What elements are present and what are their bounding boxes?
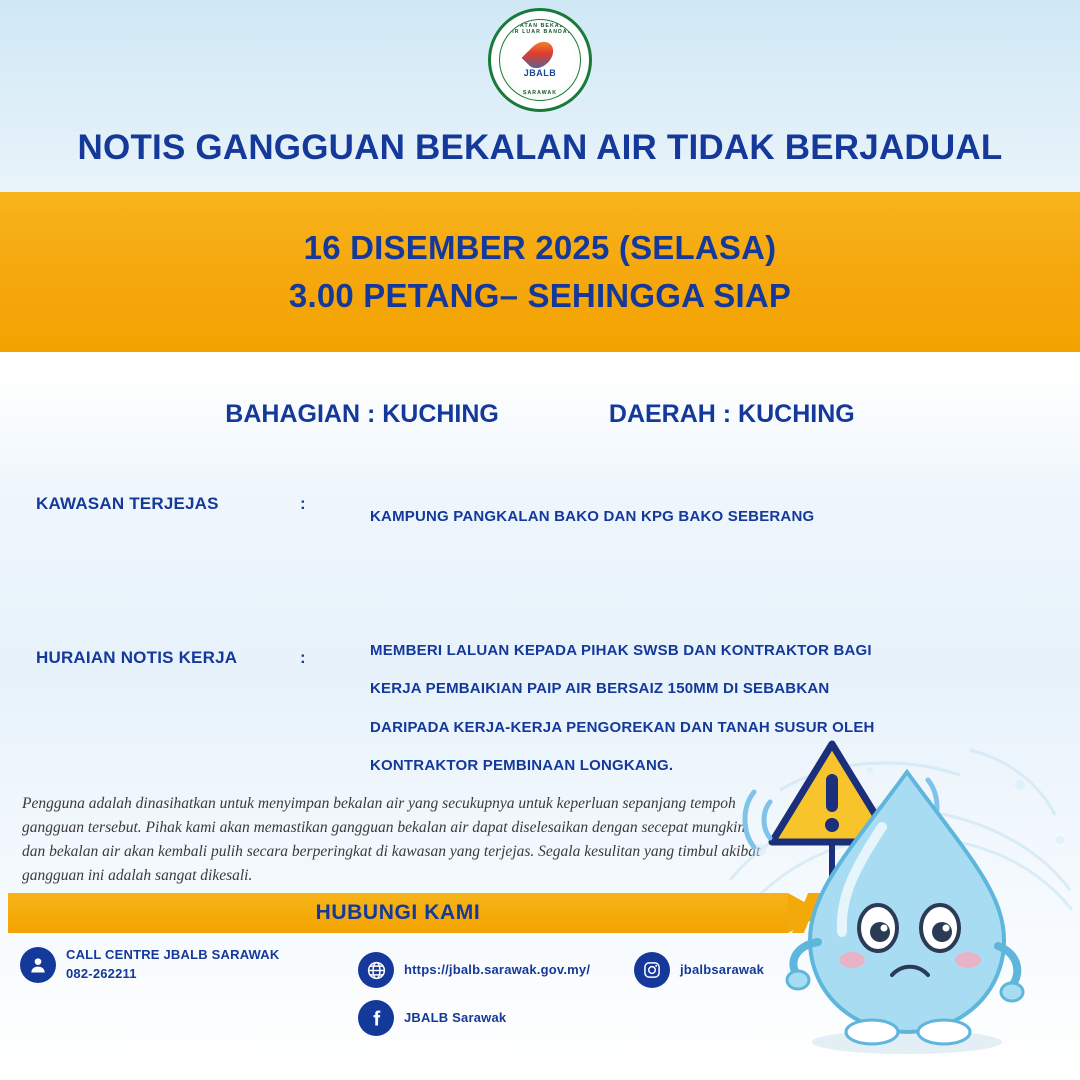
call-centre-text <box>66 946 280 984</box>
contact-facebook[interactable] <box>358 1000 506 1036</box>
contact-website[interactable] <box>358 952 590 988</box>
bahagian-text: BAHAGIAN : KUCHING <box>225 400 499 428</box>
globe-icon <box>358 952 394 988</box>
instagram-icon <box>634 952 670 988</box>
instagram-handle: jbalbsarawak <box>680 961 765 977</box>
division-row <box>0 400 1080 429</box>
contact-band-title: HUBUNGI KAMI <box>315 901 481 924</box>
facebook-icon <box>358 1000 394 1036</box>
page-title: NOTIS GANGGUAN BEKALAN AIR TIDAK BERJADUAL <box>77 128 1003 167</box>
work-description-line-4: KONTRAKTOR PEMBINAAN LONGKANG. <box>370 756 674 774</box>
affected-area-colon: : <box>300 494 306 513</box>
advisory-text: Pengguna adalah dinasihatkan untuk menyimpan bekalan air yang secukupnya untuk keperluan sepanjang tempoh gangguan tersebut. Pihak kami akan memastikan gangguan bekalan air dapat diselesaikan dengan secepat mungkin dan bekalan air akan kembali pulih secara berperingkat di kawasan yang terjejas. Segala kesulitan yang timbul akibat gangguan ini adalah sangat dikesali. <box>22 795 761 885</box>
date-band <box>0 192 1080 352</box>
date-line-1: 16 DISEMBER 2025 (SELASA) <box>303 229 777 267</box>
call-centre-name: CALL CENTRE JBALB SARAWAK <box>66 947 280 962</box>
work-description-line-2: KERJA PEMBAIKIAN PAIP AIR BERSAIZ 150MM DI SEBABKAN <box>370 680 830 698</box>
daerah-text: DAERAH : KUCHING <box>608 400 855 428</box>
date-line-2: 3.00 PETANG– SEHINGGA SIAP <box>288 277 792 314</box>
contact-call-centre[interactable] <box>20 946 280 984</box>
call-centre-number: 082-262211 <box>66 965 137 981</box>
facebook-handle: JBALB Sarawak <box>404 1009 507 1025</box>
person-icon <box>20 947 56 983</box>
logo-band-top-text: JABATAN BEKALAN AIR LUAR BANDAR <box>506 23 574 35</box>
website-text: https://jbalb.sarawak.gov.my/ <box>404 961 591 977</box>
contact-instagram[interactable] <box>634 952 764 988</box>
logo-name-text: JBALB <box>523 68 557 78</box>
affected-area-label: KAWASAN TERJEJAS <box>36 494 219 513</box>
work-description-line-1: MEMBERI LALUAN KEPADA PIHAK SWSB DAN KONTRAKTOR BAGI <box>370 642 872 659</box>
work-description-label: HURAIAN NOTIS KERJA <box>36 648 238 667</box>
affected-area-value: KAMPUNG PANGKALAN BAKO DAN KPG BAKO SEBERANG <box>370 508 815 525</box>
logo-inner-circle <box>499 19 581 101</box>
work-description-line-3: DARIPADA KERJA-KERJA PENGOREKAN DAN TANAH SUSUR OLEH <box>370 718 875 736</box>
jbalb-logo <box>488 8 592 112</box>
contact-band <box>8 893 788 933</box>
logo-band-bottom-text: SARAWAK <box>522 90 558 96</box>
work-description-colon: : <box>300 648 306 667</box>
